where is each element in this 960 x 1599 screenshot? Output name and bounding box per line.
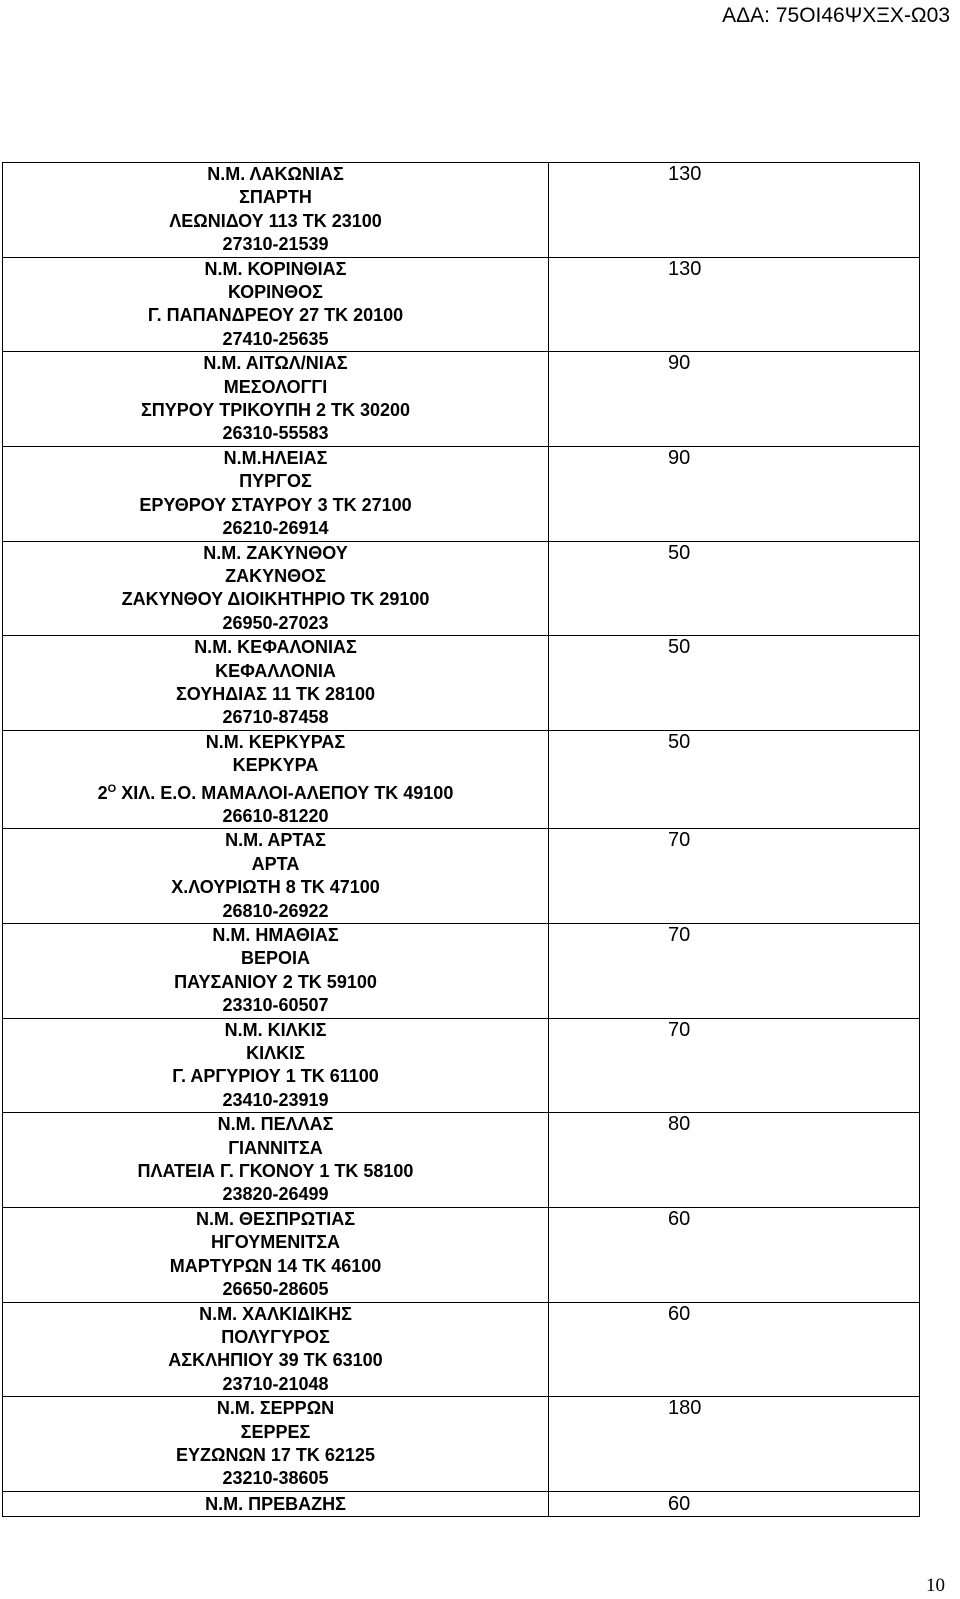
entry-cell	[3, 163, 548, 257]
entry-name: Ν.Μ. ΘΕΣΠΡΩΤΙΑΣ	[195, 1208, 356, 1229]
entry-cell	[3, 352, 548, 446]
entry-count: 90	[668, 446, 691, 469]
entry-cell	[3, 1113, 548, 1207]
entry-cell	[3, 447, 548, 541]
entries-table	[2, 162, 920, 1517]
entry-name: Ν.Μ. ΚΕΡΚΥΡΑΣ	[205, 731, 346, 752]
entry-cell	[3, 1492, 548, 1516]
entry-cell	[3, 1019, 548, 1113]
entry-name: Ν.Μ. ΚΕΦΑΛΟΝΙΑΣ	[194, 637, 357, 658]
entry-phone: 23710-21048	[222, 1373, 329, 1394]
table-row	[3, 1207, 920, 1302]
entry-address: ΠΛΑΤΕΙΑ Γ. ΓΚΟΝΟΥ 1 ΤΚ 58100	[137, 1161, 414, 1182]
entry-count: 50	[668, 730, 691, 753]
entry-city: ΜΕΣΟΛΟΓΓΙ	[223, 376, 328, 397]
entry-count: 60	[668, 1207, 691, 1230]
address-rest: ΧΙΛ. Ε.Ο. ΜΑΜΑΛΟΙ-ΑΛΕΠΟΥ ΤΚ 49100	[116, 782, 454, 803]
entry-phone: 23210-38605	[222, 1468, 329, 1489]
entry-city: ΑΡΤΑ	[251, 853, 300, 874]
table-row	[3, 829, 920, 924]
entry-address	[3, 778, 548, 805]
entry-address: ΣΠΥΡΟΥ ΤΡΙΚΟΥΠΗ 2 ΤΚ 30200	[140, 400, 411, 421]
entry-city: ΗΓΟΥΜΕΝΙΤΣΑ	[210, 1232, 341, 1253]
entry-phone: 26950-27023	[222, 612, 329, 633]
entry-cell	[3, 258, 548, 352]
entry-address: ΠΑΥΣΑΝΙΟΥ 2 ΤΚ 59100	[174, 971, 377, 992]
entry-name: Ν.Μ. ΖΑΚΥΝΘΟΥ	[203, 542, 348, 563]
table-row	[3, 1018, 920, 1113]
entry-city: ΠΟΛΥΓΥΡΟΣ	[221, 1326, 330, 1347]
entry-cell	[3, 636, 548, 730]
entry-count: 90	[668, 352, 691, 375]
entry-city: ΣΠΑΡΤΗ	[239, 187, 312, 208]
entry-name: Ν.Μ. ΗΜΑΘΙΑΣ	[212, 925, 339, 945]
entry-count: 50	[668, 636, 691, 659]
address-prefix: 2	[97, 782, 108, 803]
entry-phone: 23410-23919	[222, 1089, 329, 1110]
entry-address: Χ.ΛΟΥΡΙΩΤΗ 8 ΤΚ 47100	[171, 877, 380, 898]
entry-phone: 27410-25635	[222, 328, 329, 349]
entry-cell	[3, 1397, 548, 1491]
entry-count: 180	[668, 1397, 702, 1420]
table-row	[3, 1397, 920, 1492]
table-row	[3, 352, 920, 447]
entry-cell	[3, 1303, 548, 1397]
entry-cell	[3, 1208, 548, 1302]
table-row	[3, 1302, 920, 1397]
entry-count: 60	[668, 1302, 691, 1325]
entry-count: 130	[668, 257, 702, 280]
entry-name: Ν.Μ. ΠΡΕΒΑΖΗΣ	[205, 1493, 346, 1514]
entry-phone: 27310-21539	[222, 234, 329, 255]
entry-address: ΕΡΥΘΡΟΥ ΣΤΑΥΡΟΥ 3 ΤΚ 27100	[139, 494, 412, 515]
entry-city: ΒΕΡΟΙΑ	[240, 948, 310, 969]
entry-address: Γ. ΑΡΓΥΡΙΟΥ 1 ΤΚ 61100	[172, 1066, 379, 1087]
entry-phone: 26610-81220	[222, 805, 329, 826]
entry-count: 130	[668, 163, 702, 185]
table-row	[3, 257, 920, 352]
entry-address: ΖΑΚΥΝΘΟΥ ΔΙΟΙΚΗΤΗΡΙΟ ΤΚ 29100	[121, 589, 430, 610]
entry-address: Γ. ΠΑΠΑΝΔΡΕΟΥ 27 ΤΚ 20100	[147, 305, 404, 326]
table-row	[3, 163, 920, 258]
entry-name: Ν.Μ. ΚΙΛΚΙΣ	[224, 1019, 327, 1040]
entry-address: ΜΑΡΤΥΡΩΝ 14 ΤΚ 46100	[169, 1255, 382, 1276]
page-number: 10	[926, 1575, 945, 1596]
entry-city: ΚΟΡΙΝΘΟΣ	[228, 282, 323, 303]
entry-count: 70	[668, 829, 691, 852]
entry-phone: 26650-28605	[222, 1279, 329, 1300]
entry-name: Ν.Μ. ΛΑΚΩΝΙΑΣ	[207, 164, 344, 184]
entry-count: 80	[668, 1113, 691, 1136]
table-row	[3, 636, 920, 731]
entry-count: 70	[668, 924, 691, 946]
entry-count: 70	[668, 1018, 691, 1041]
entry-cell	[3, 924, 548, 1018]
entry-name: Ν.Μ. ΚΟΡΙΝΘΙΑΣ	[204, 258, 347, 279]
entry-city: ΖΑΚΥΝΘΟΣ	[225, 565, 326, 586]
entry-phone: 23820-26499	[222, 1184, 329, 1205]
entry-name: Ν.Μ.ΗΛΕΙΑΣ	[223, 447, 328, 468]
table-row	[3, 446, 920, 541]
entry-address: ΣΟΥΗΔΙΑΣ 11 ΤΚ 28100	[175, 683, 376, 704]
entry-count: 50	[668, 541, 691, 564]
entry-city: ΓΙΑΝΝΙΤΣΑ	[228, 1137, 323, 1158]
table-row	[3, 541, 920, 636]
entry-phone: 23310-60507	[222, 995, 329, 1016]
entry-address: ΛΕΩΝΙΔΟΥ 113 ΤΚ 23100	[169, 210, 382, 231]
table-row	[3, 730, 920, 829]
entry-city: ΚΕΦΑΛΛΟΝΙΑ	[215, 660, 336, 681]
address-superscript: Ο	[107, 782, 117, 795]
entry-phone: 26310-55583	[222, 423, 329, 444]
entry-city: ΚΙΛΚΙΣ	[246, 1043, 305, 1064]
table-row	[3, 924, 920, 1019]
entry-name: Ν.Μ. ΑΡΤΑΣ	[225, 830, 326, 851]
entry-city: ΚΕΡΚΥΡΑ	[232, 755, 319, 776]
entry-phone: 26810-26922	[222, 900, 329, 921]
entry-name: Ν.Μ. ΧΑΛΚΙΔΙΚΗΣ	[199, 1303, 352, 1324]
entry-address: ΕΥΖΩΝΩΝ 17 ΤΚ 62125	[176, 1444, 375, 1465]
entry-name: Ν.Μ. ΣΕΡΡΩΝ	[216, 1398, 335, 1419]
entry-phone: 26210-26914	[222, 518, 329, 539]
entry-city: ΣΕΡΡΕΣ	[240, 1421, 311, 1442]
entry-cell	[3, 829, 548, 923]
entry-address: ΑΣΚΛΗΠΙΟΥ 39 ΤΚ 63100	[168, 1350, 383, 1371]
entry-cell	[3, 542, 548, 636]
entry-cell	[3, 731, 548, 829]
entry-name: Ν.Μ. ΑΙΤΩΛ/ΝΙΑΣ	[203, 353, 348, 374]
entry-count: 60	[668, 1492, 691, 1515]
table-row	[3, 1113, 920, 1208]
entry-name: Ν.Μ. ΠΕΛΛΑΣ	[217, 1114, 334, 1135]
document-code: ΑΔΑ: 75ΟΙ46ΨΧΞΧ-Ω03	[722, 4, 950, 27]
entry-phone: 26710-87458	[222, 707, 329, 728]
entry-city: ΠΥΡΓΟΣ	[239, 471, 312, 492]
table-row	[3, 1491, 920, 1516]
